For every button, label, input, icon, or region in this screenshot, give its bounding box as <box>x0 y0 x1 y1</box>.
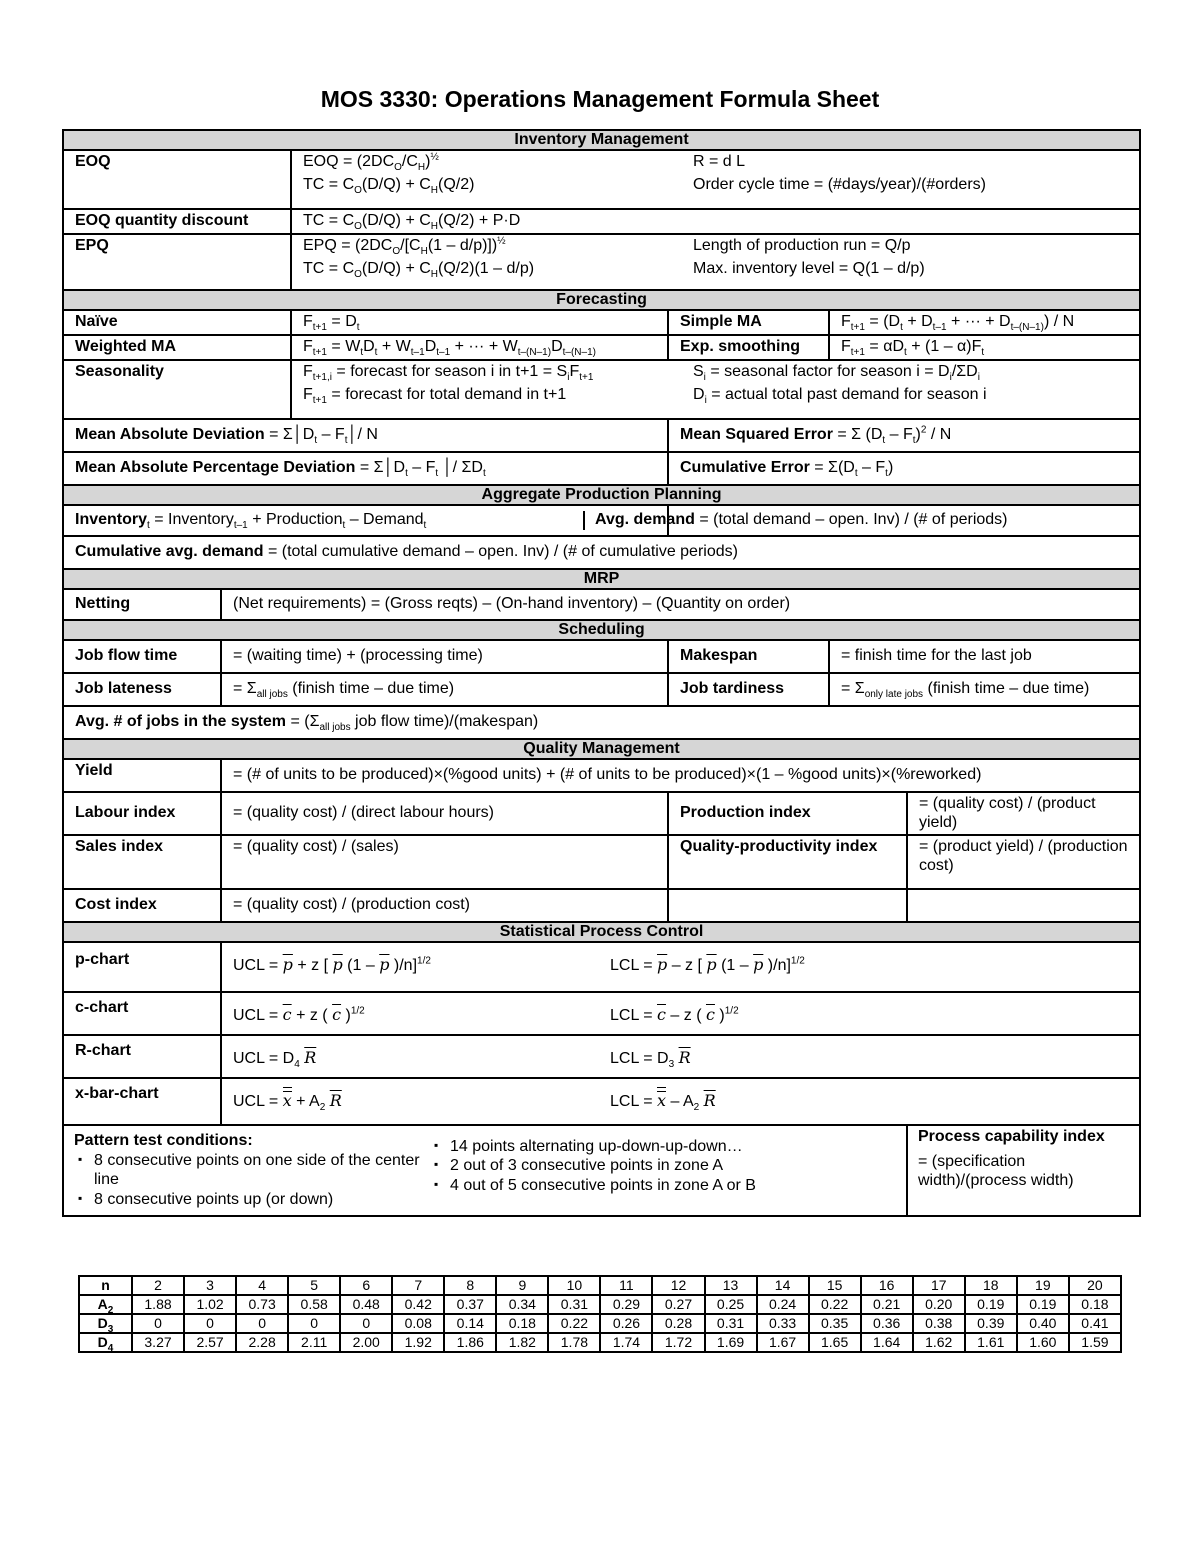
mad-formula: Mean Absolute Deviation = $\Sigma│D_t$ – $F_t│/$ N <box>63 419 668 452</box>
factor-cell: 18 <box>965 1276 1017 1295</box>
job-lateness-formula: = $\Sigma_{all jobs}$ (finish time – due time) <box>221 673 668 706</box>
n-header: n <box>79 1276 132 1295</box>
eoq-discount-formula: TC = $C_O(D/Q) + C_H(Q/2) + P\cdot D$ <box>291 209 1140 234</box>
seasonality-formulas: $F_{t+1,i}$ = forecast for season i in $t+1 = S_iF_{t+1}$ $F_{t+1}$ = forecast for total demand in t+1 $S_i$ = seasonal factor for season $i = D_i/\Sigma D_i$ $D_i$ = actual total past demand for season i <box>291 360 1140 419</box>
factor-cell: 0.31 <box>548 1295 600 1314</box>
factor-cell: 5 <box>288 1276 340 1295</box>
factor-cell: 0.18 <box>496 1314 548 1333</box>
factor-cell: 0.34 <box>496 1295 548 1314</box>
table-row <box>79 1295 1121 1314</box>
formula-table <box>62 129 1141 1217</box>
naive-label: Naïve <box>63 310 291 335</box>
list-item: ▪ 8 consecutive points up (or down) <box>94 1190 424 1209</box>
table-row <box>79 1276 1121 1295</box>
section-inventory: Inventory Management <box>63 130 1140 150</box>
factor-cell: 1.65 <box>809 1333 861 1352</box>
netting-formula: (Net requirements) = (Gross reqts) – (On-hand inventory) – (Quantity on order) <box>221 589 1140 620</box>
empty-cell <box>907 889 1140 922</box>
list-item: ▪ 14 points alternating up-down-up-down… <box>450 1137 756 1156</box>
c-chart-label: c-chart <box>63 992 221 1035</box>
factor-cell: 0 <box>236 1314 288 1333</box>
factor-cell: 0 <box>340 1314 392 1333</box>
factor-cell: 1.61 <box>965 1333 1017 1352</box>
factor-cell: 1.88 <box>132 1295 184 1314</box>
table-row <box>79 1314 1121 1333</box>
makespan-label: Makespan <box>668 640 829 673</box>
labour-index-label: Labour index <box>63 792 221 836</box>
wma-label: Weighted MA <box>63 335 291 360</box>
factor-cell: 1.67 <box>757 1333 809 1352</box>
sales-index-formula: = (quality cost) / (sales) <box>221 835 668 889</box>
sma-label: Simple MA <box>668 310 829 335</box>
factor-cell: 0.35 <box>809 1314 861 1333</box>
factor-cell: 4 <box>236 1276 288 1295</box>
cumulative-error-formula: Cumulative Error = $\Sigma(D_t - F_t)$ <box>668 452 1140 485</box>
eoq-formulas: EOQ = $(2DC_O/C_H)^{\frac{1}{2}}$ TC = $C_O(D/Q) + C_H(Q/2)$ R = d L Order cycle time = (#days/year)/(#orders) <box>291 150 1140 209</box>
exp-formula: $F_{t+1} = \alpha D_t + (1 - \alpha)F_t$ <box>829 335 1140 360</box>
yield-formula: = (# of units to be produced)×(%good units) + (# of units to be produced)×(1 – %good units)×(%reworked) <box>221 759 1140 792</box>
job-lateness-label: Job lateness <box>63 673 221 706</box>
production-index-formula: = (quality cost) / (product yield) <box>907 792 1140 836</box>
factor-cell: 1.02 <box>184 1295 236 1314</box>
yield-label: Yield <box>63 759 221 792</box>
factor-cell: 13 <box>705 1276 757 1295</box>
factor-cell: 2.11 <box>288 1333 340 1352</box>
factor-cell: 0.22 <box>809 1295 861 1314</box>
factor-cell: 12 <box>652 1276 704 1295</box>
section-spc: Statistical Process Control <box>63 922 1140 942</box>
a2-header: $A_2$ <box>79 1295 132 1314</box>
inventory-balance-formula: Inventory$_t$ = Inventory$_{t-1}$ + Production$_t$ – Demand$_t$ <box>63 505 668 536</box>
factor-cell: 19 <box>1017 1276 1069 1295</box>
factor-cell: 0.48 <box>340 1295 392 1314</box>
factor-cell: 1.74 <box>600 1333 652 1352</box>
factor-cell: 0.41 <box>1069 1314 1121 1333</box>
factor-cell: 0.26 <box>600 1314 652 1333</box>
p-chart-formulas: UCL = $\overline{p} + z$ [ $\overline{p}$ ($1 - \overline{p}$ )/n]$^{1/2}$ LCL = $\overline{p}$ – z [ $\overline{p}$ ($1 - \overline{p}$ )/n]$^{1/2}$ <box>221 942 1140 992</box>
x-bar-chart-label: x-bar-chart <box>63 1078 221 1125</box>
factor-cell: 0.37 <box>444 1295 496 1314</box>
eoq-label: EOQ <box>63 150 291 209</box>
cost-index-label: Cost index <box>63 889 221 922</box>
cumulative-avg-demand-formula: Cumulative avg. demand = (total cumulative demand – open. Inv) / (# of cumulative periods) <box>63 536 1140 569</box>
factor-cell: 9 <box>496 1276 548 1295</box>
eoq-discount-label: EOQ quantity discount <box>63 209 291 234</box>
factor-cell: 0.08 <box>392 1314 444 1333</box>
seasonality-label: Seasonality <box>63 360 291 419</box>
makespan-formula: = finish time for the last job <box>829 640 1140 673</box>
x-bar-chart-formulas: UCL = $x + A_2$ $\overline{R}$ LCL = x – $A_2$ $\overline{R}$ <box>221 1078 1140 1125</box>
job-tardiness-formula: = $\Sigma_{only late jobs}$ (finish time – due time) <box>829 673 1140 706</box>
c-chart-formulas: UCL = $\overline{c} + z$ ( $\overline{c}$ )$^{1/2}$ LCL = $\overline{c}$ – z ( $\overline{c}$ )$^{1/2}$ <box>221 992 1140 1035</box>
factor-cell: 0.36 <box>861 1314 913 1333</box>
section-scheduling: Scheduling <box>63 620 1140 640</box>
table-row <box>79 1333 1121 1352</box>
avg-jobs-formula: Avg. # of jobs in the system = ($\Sigma_{all jobs}$ job flow time)/(makespan) <box>63 706 1140 739</box>
factor-cell: 1.82 <box>496 1333 548 1352</box>
factor-cell: 0.18 <box>1069 1295 1121 1314</box>
factor-cell: 0 <box>132 1314 184 1333</box>
factor-cell: 3.27 <box>132 1333 184 1352</box>
factor-cell: 20 <box>1069 1276 1121 1295</box>
quality-productivity-label: Quality-productivity index <box>668 835 907 889</box>
pattern-tests: Pattern test conditions: ▪ 8 consecutive points on one side of the center line ▪ 8 consecutive points up (or down) ▪ 14 points alternating up-down-up-down… ▪ 2 out of 3 consecutive points in zone A ▪ 4 out of 5 consecutive points in zone A or B <box>63 1125 907 1215</box>
factor-cell: 17 <box>913 1276 965 1295</box>
cost-index-formula: = (quality cost) / (production cost) <box>221 889 668 922</box>
quality-productivity-formula: = (product yield) / (production cost) <box>907 835 1140 889</box>
section-app: Aggregate Production Planning <box>63 485 1140 505</box>
section-quality: Quality Management <box>63 739 1140 759</box>
factor-cell: 0.31 <box>705 1314 757 1333</box>
factor-cell: 15 <box>809 1276 861 1295</box>
sma-formula: $F_{t+1} = (D_t + D_{t-1}$ + ··· + $D_{t-(N-1)}$) / N <box>829 310 1140 335</box>
job-flow-time-label: Job flow time <box>63 640 221 673</box>
page-title: MOS 3330: Operations Management Formula Sheet <box>320 86 880 112</box>
order-cycle: Order cycle time = (#days/year)/(#orders) <box>693 175 986 193</box>
factor-cell: 3 <box>184 1276 236 1295</box>
factor-cell: 0.33 <box>757 1314 809 1333</box>
d4-header: $D_4$ <box>79 1333 132 1352</box>
job-tardiness-label: Job tardiness <box>668 673 829 706</box>
factor-cell: 2.57 <box>184 1333 236 1352</box>
pattern-list-left <box>74 1151 424 1209</box>
factor-cell: 0.24 <box>757 1295 809 1314</box>
mape-formula: Mean Absolute Percentage Deviation = $\Sigma│D_t - F_t$ │/ $\Sigma D_t$ <box>63 452 668 485</box>
list-item: ▪ 2 out of 3 consecutive points in zone A <box>450 1156 756 1175</box>
factor-cell: 0.39 <box>965 1314 1017 1333</box>
factor-cell: 0.14 <box>444 1314 496 1333</box>
pattern-list-right <box>424 1137 756 1209</box>
factor-cell: 2.28 <box>236 1333 288 1352</box>
factor-cell: 10 <box>548 1276 600 1295</box>
factor-cell: 0.28 <box>652 1314 704 1333</box>
factor-cell: 7 <box>392 1276 444 1295</box>
factor-cell: 14 <box>757 1276 809 1295</box>
factor-cell: 2.00 <box>340 1333 392 1352</box>
job-flow-time-formula: = (waiting time) + (processing time) <box>221 640 668 673</box>
naive-formula: $F_{t+1} = D_t$ <box>291 310 668 335</box>
factor-cell: 1.60 <box>1017 1333 1069 1352</box>
reorder-point: R = d L <box>693 153 746 170</box>
factor-cell: 0.19 <box>965 1295 1017 1314</box>
factor-cell: 0.21 <box>861 1295 913 1314</box>
factor-cell: 16 <box>861 1276 913 1295</box>
factor-cell: 0.29 <box>600 1295 652 1314</box>
factor-cell: 8 <box>444 1276 496 1295</box>
factor-cell: 0.42 <box>392 1295 444 1314</box>
wma-formula: $F_{t+1} = W_tD_t + W_{t-1}D_{t-1}$ + ··· + $W_{t-(N-1)}D_{t-(N-1)}$ <box>291 335 668 360</box>
capability-index: Process capability index = (specification width)/(process width) <box>907 1125 1140 1215</box>
mse-formula: Mean Squared Error = Σ $(D_t - F_t)^2$ / N <box>668 419 1140 452</box>
labour-index-formula: = (quality cost) / (direct labour hours) <box>221 792 668 836</box>
factor-cell: 1.64 <box>861 1333 913 1352</box>
production-index-label: Production index <box>668 792 907 836</box>
section-forecasting: Forecasting <box>63 290 1140 310</box>
r-chart-formulas: UCL = $D_4$ $\overline{R}$ LCL = $D_3$ $\overline{R}$ <box>221 1035 1140 1078</box>
factor-cell: 0 <box>288 1314 340 1333</box>
empty-cell <box>668 889 907 922</box>
factor-cell: 1.72 <box>652 1333 704 1352</box>
factor-cell: 0.73 <box>236 1295 288 1314</box>
factor-cell: 1.69 <box>705 1333 757 1352</box>
factor-cell: 0.58 <box>288 1295 340 1314</box>
factor-cell: 1.92 <box>392 1333 444 1352</box>
p-chart-label: p-chart <box>63 942 221 992</box>
factor-cell: 0.40 <box>1017 1314 1069 1333</box>
avg-demand-formula: Avg. demand = (total demand – open. Inv) / (# of periods) <box>668 505 1140 536</box>
factor-cell: 11 <box>600 1276 652 1295</box>
factor-cell: 0.22 <box>548 1314 600 1333</box>
factor-cell: 0.27 <box>652 1295 704 1314</box>
epq-formulas: EPQ = $(2DC_O/[C_H(1 - d/p)])^{\frac{1}{2}}$ TC = $C_O(D/Q) + C_H(Q/2)(1 - d/p)$ Length of production run = Q/p Max. inventory level = Q(1 – d/p) <box>291 234 1140 290</box>
factor-cell: 0.25 <box>705 1295 757 1314</box>
netting-label: Netting <box>63 589 221 620</box>
list-item: ▪ 4 out of 5 consecutive points in zone A or B <box>450 1176 756 1195</box>
section-mrp: MRP <box>63 569 1140 589</box>
r-chart-label: R-chart <box>63 1035 221 1078</box>
d3-header: $D_3$ <box>79 1314 132 1333</box>
epq-label: EPQ <box>63 234 291 290</box>
factor-cell: 1.59 <box>1069 1333 1121 1352</box>
factor-cell: 0.19 <box>1017 1295 1069 1314</box>
sales-index-label: Sales index <box>63 835 221 889</box>
factor-cell: 2 <box>132 1276 184 1295</box>
factor-cell: 0.20 <box>913 1295 965 1314</box>
control-chart-factors-table <box>78 1275 1122 1353</box>
factor-cell: 1.86 <box>444 1333 496 1352</box>
factor-cell: 0.38 <box>913 1314 965 1333</box>
list-item: ▪ 8 consecutive points on one side of the center line <box>94 1151 424 1189</box>
factor-cell: 6 <box>340 1276 392 1295</box>
factor-cell: 1.78 <box>548 1333 600 1352</box>
factor-cell: 1.62 <box>913 1333 965 1352</box>
exp-label: Exp. smoothing <box>668 335 829 360</box>
factor-cell: 0 <box>184 1314 236 1333</box>
